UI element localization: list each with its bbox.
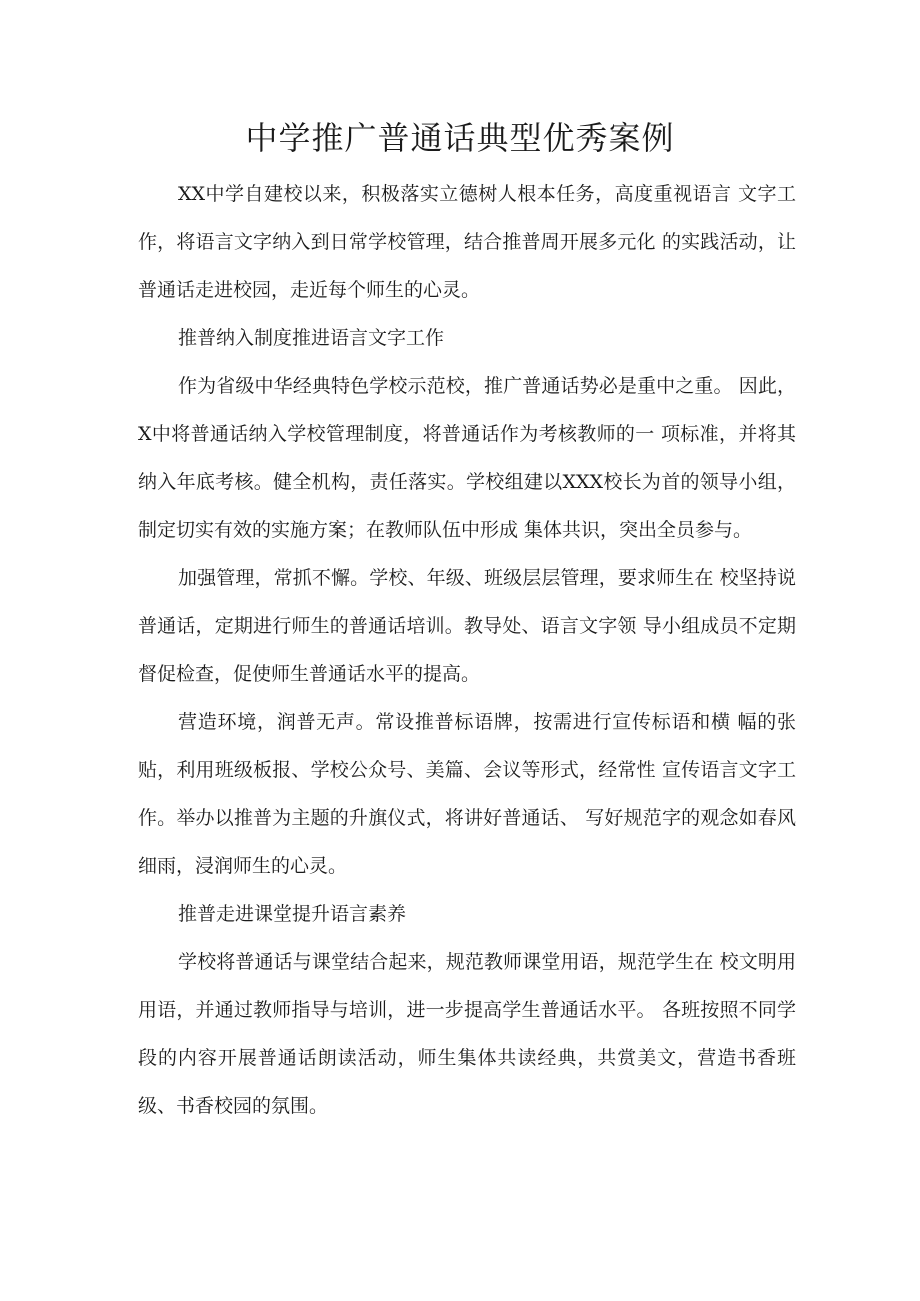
section-heading-system: 推普纳入制度推进语言文字工作 [178, 327, 445, 349]
page-title: 中学推广普通话典型优秀案例 [245, 119, 675, 157]
document-body [138, 170, 796, 1130]
paragraph-environment: 营造环境，润普无声。常设推普标语牌，按需进行宣传标语和横 幅的张贴，利用班级板报、学校公众号、美篇、会议等形式，经常性 宣传语言文字工作。举办以推普为主题的升旗仪式，将讲好普通话、 写好规范字的观念如春风细雨，浸润师生的心灵。 [138, 711, 796, 877]
section-heading-classroom: 推普走进课堂提升语言素养 [178, 903, 407, 925]
paragraph-intro: XX中学自建校以来，积极落实立德树人根本任务，高度重视语言 文字工作，将语言文字纳入到日常学校管理，结合推普周开展多元化 的实践活动，让普通话走进校园，走近每个师生的心灵。 [138, 183, 796, 301]
paragraph-system: 作为省级中华经典特色学校示范校，推广普通话势必是重中之重。 因此，X中将普通话纳入学校管理制度，将普通话作为考核教师的一 项标准，并将其纳入年底考核。健全机构，责任落实。学校组建以XXX校长为首的领导小组，制定切实有效的实施方案；在教师队伍中形成 集体共识，突出全员参与。 [138, 375, 796, 541]
paragraph-classroom: 学校将普通话与课堂结合起来，规范教师课堂用语，规范学生在 校文明用用语，并通过教师指导与培训，进一步提高学生普通话水平。 各班按照不同学段的内容开展普通话朗读活动，师生集体共读经典，共赏美文，营造书香班级、书香校园的氛围。 [138, 951, 796, 1117]
paragraph-management: 加强管理，常抓不懈。学校、年级、班级层层管理，要求师生在 校坚持说普通话，定期进行师生的普通话培训。教导处、语言文字领 导小组成员不定期督促检查，促使师生普通话水平的提高。 [138, 567, 796, 685]
